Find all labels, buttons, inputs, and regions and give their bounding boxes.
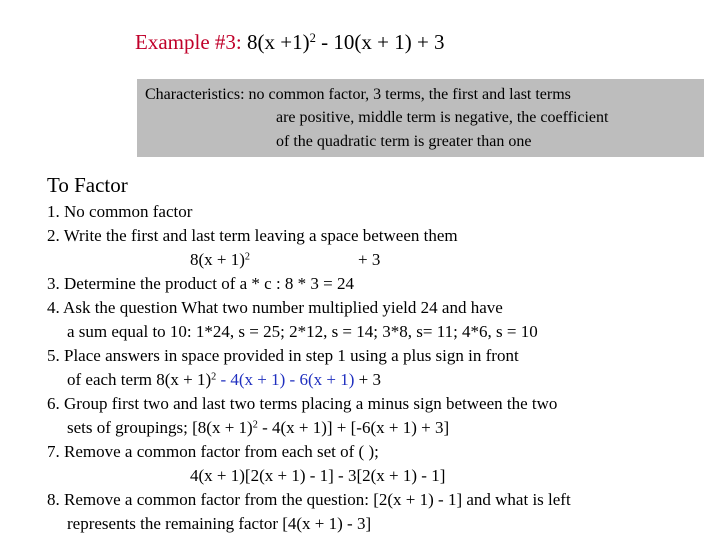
step-7-expression: 4(x + 1)[2(x + 1) - 1] - 3[2(x + 1) - 1]	[190, 466, 446, 485]
characteristics-line-2: are positive, middle term is negative, the coefficient	[276, 109, 609, 126]
step-4: 4. Ask the question What two number multiplied yield 24 and have	[47, 298, 503, 317]
step-2-expression: $8(x + 1)^2$	[190, 250, 251, 269]
step-8: 8. Remove a common factor from the question: [2(x + 1) - 1] and what is left	[47, 490, 571, 509]
example-label: Example #3:	[135, 30, 242, 54]
step-6: 6. Group first two and last two terms placing a minus sign between the two	[47, 394, 558, 413]
step-3: 3. Determine the product of a * c : 8 * 3 = 24	[47, 274, 355, 293]
step-2: 2. Write the first and last term leaving a space between them	[47, 226, 458, 245]
step-4-sums: a sum equal to 10: 1*24, s = 25; 2*12, s = 14; 3*8, s= 11; 4*6, s = 10	[67, 322, 538, 341]
characteristics-box	[137, 79, 704, 157]
step-5: 5. Place answers in space provided in step 1 using a plus sign in front	[47, 346, 519, 365]
middle-terms: - 4(x + 1) - 6(x + 1)	[216, 370, 355, 389]
characteristics-line-3: of the quadratic term is greater than one	[276, 133, 532, 150]
step-7: 7. Remove a common factor from each set of ( );	[47, 442, 379, 461]
characteristics-line-1: Characteristics: no common factor, 3 terms, the first and last terms	[145, 86, 571, 103]
example-title	[135, 30, 445, 55]
to-factor-heading: To Factor	[47, 173, 128, 197]
step-8-result: represents the remaining factor [4(x + 1) - 3]	[67, 514, 372, 533]
step-5-expression: of each term $8(x + 1)^2 - 4(x + 1) - 6(x + 1) + 3$	[67, 370, 381, 389]
step-6-groupings: sets of groupings; $[8(x + 1)^2 - 4(x + 1)] + [-6(x + 1) + 3]$	[67, 418, 450, 437]
example-expression: $8(x +1)^2 - 10(x + 1) + 3$	[246, 30, 445, 54]
step-2-last-term: + 3	[358, 250, 381, 269]
step-1: 1. No common factor	[47, 202, 193, 221]
